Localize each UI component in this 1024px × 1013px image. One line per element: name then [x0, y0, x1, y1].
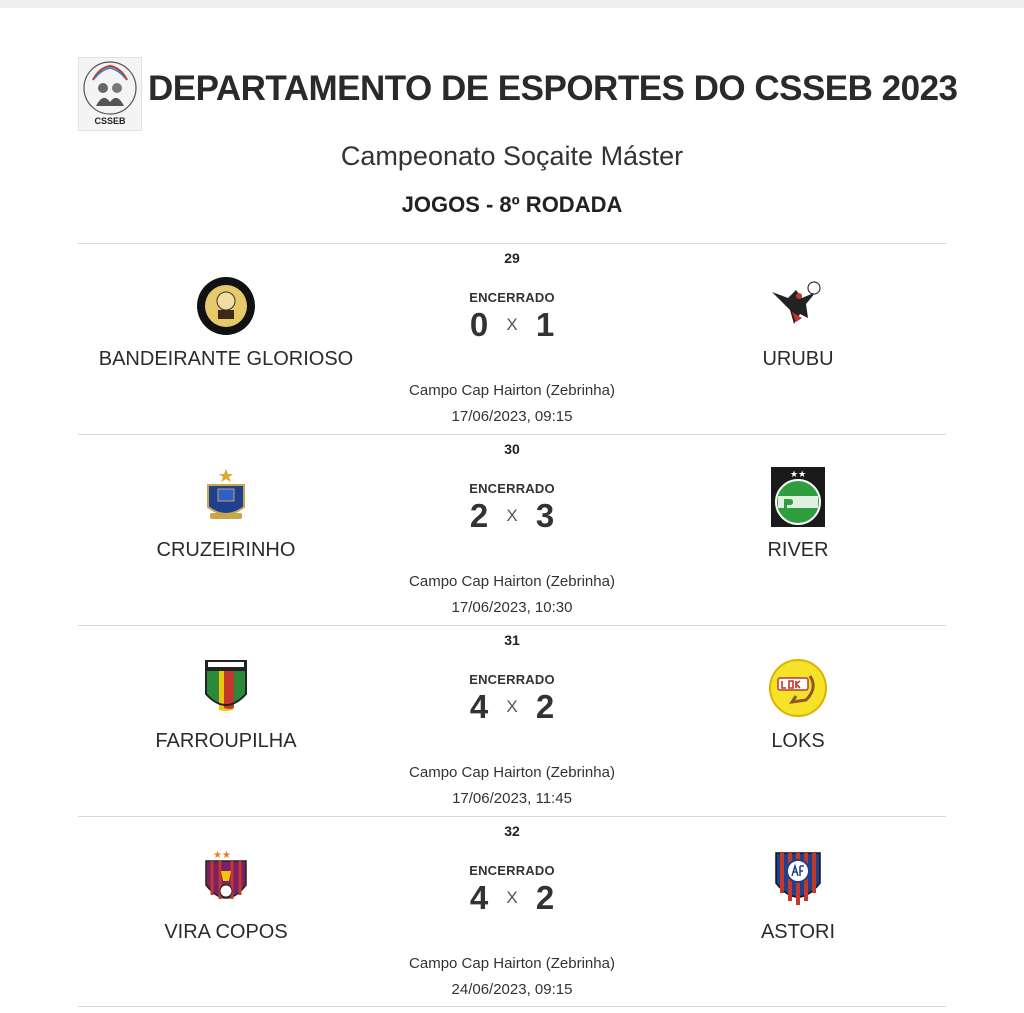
page-header: [0, 55, 1024, 135]
svg-text:★★: ★★: [213, 850, 231, 861]
match-info: [362, 569, 662, 621]
status-badge: ENCERRADO: [469, 863, 555, 878]
match-result: [362, 481, 662, 536]
home-team-name: VIRA COPOS: [164, 921, 288, 943]
round-title: JOGOS - 8º RODADA: [401, 192, 623, 217]
astori-crest-icon: [766, 847, 830, 911]
game-number: 32: [504, 823, 520, 839]
game-number: 29: [504, 250, 520, 266]
home-team[interactable]: [76, 847, 376, 944]
away-team-name: RIVER: [767, 539, 829, 561]
away-score: 2: [535, 688, 555, 725]
home-team-name: FARROUPILHA: [155, 730, 297, 752]
score-separator: X: [506, 888, 518, 907]
away-team[interactable]: [648, 465, 948, 562]
venue: Campo Cap Hairton (Zebrinha): [409, 955, 615, 972]
away-team-name: URUBU: [762, 348, 834, 370]
vira-copos-crest-icon: [194, 847, 258, 911]
scoreboard: [362, 878, 662, 918]
away-team-name: LOKS: [771, 730, 825, 752]
status-badge: ENCERRADO: [469, 672, 555, 687]
away-team[interactable]: [648, 274, 948, 371]
match-result: [362, 863, 662, 918]
match-datetime: 17/06/2023, 09:15: [451, 408, 573, 425]
match-info: [362, 378, 662, 430]
river-crest-icon: [766, 465, 830, 529]
away-team[interactable]: [648, 656, 948, 753]
logo-text: CSSEB: [94, 116, 126, 126]
home-team[interactable]: [76, 274, 376, 371]
match-datetime: 17/06/2023, 11:45: [452, 790, 572, 807]
match-result: [362, 290, 662, 345]
away-score: 3: [535, 497, 555, 534]
game-row[interactable]: [78, 625, 946, 816]
score-separator: X: [506, 697, 518, 716]
home-team-name: BANDEIRANTE GLORIOSO: [98, 348, 354, 370]
away-team[interactable]: [648, 847, 948, 944]
score-separator: X: [506, 506, 518, 525]
home-team[interactable]: [76, 465, 376, 562]
status-badge: ENCERRADO: [469, 481, 555, 496]
bandeirante-crest-icon: [194, 274, 258, 338]
loks-crest-icon: [766, 656, 830, 720]
away-score: 1: [535, 306, 555, 343]
page-title: DEPARTAMENTO DE ESPORTES DO CSSEB 2023: [148, 69, 958, 108]
home-score: 4: [469, 879, 489, 916]
venue: Campo Cap Hairton (Zebrinha): [409, 573, 615, 590]
game-number: 31: [504, 632, 520, 648]
top-bar: [0, 0, 1024, 8]
home-score: 2: [469, 497, 489, 534]
scoreboard: [362, 305, 662, 345]
match-datetime: 17/06/2023, 10:30: [451, 599, 573, 616]
match-info: [362, 951, 662, 1003]
games-list: [78, 243, 946, 1007]
scoreboard: [362, 687, 662, 727]
venue: Campo Cap Hairton (Zebrinha): [409, 382, 615, 399]
scoreboard: [362, 496, 662, 536]
csseb-logo: [78, 57, 142, 131]
match-result: [362, 672, 662, 727]
svg-text:★★: ★★: [790, 470, 807, 480]
match-info: [362, 760, 662, 812]
urubu-crest-icon: [766, 274, 830, 338]
game-number: 30: [504, 441, 520, 457]
status-badge: ENCERRADO: [469, 290, 555, 305]
home-score: 0: [469, 306, 489, 343]
championship-name: Campeonato Soçaite Máster: [340, 141, 684, 171]
cruzeirinho-crest-icon: [194, 465, 258, 529]
game-row[interactable]: [78, 816, 946, 1007]
farroupilha-crest-icon: [194, 656, 258, 720]
game-row[interactable]: [78, 434, 946, 625]
home-score: 4: [469, 688, 489, 725]
home-team-name: CRUZEIRINHO: [156, 539, 296, 561]
score-separator: X: [506, 315, 518, 334]
home-team[interactable]: [76, 656, 376, 753]
venue: Campo Cap Hairton (Zebrinha): [409, 764, 615, 781]
game-row[interactable]: [78, 243, 946, 434]
away-score: 2: [535, 879, 555, 916]
match-datetime: 24/06/2023, 09:15: [451, 981, 573, 998]
away-team-name: ASTORI: [760, 921, 836, 943]
